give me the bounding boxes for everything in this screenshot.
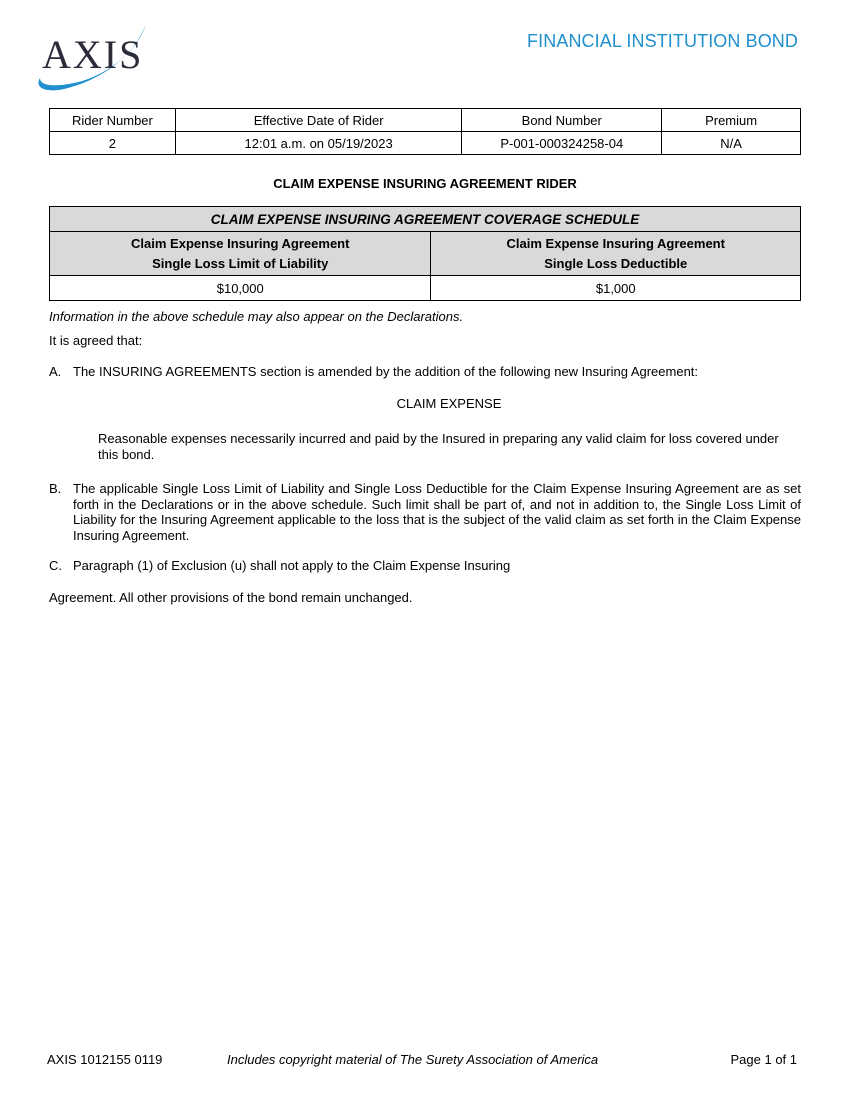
- premium-header: Premium: [662, 109, 801, 132]
- table-row: [50, 132, 801, 155]
- paragraph-a-label: A.: [49, 364, 62, 379]
- schedule-caption: CLAIM EXPENSE INSURING AGREEMENT COVERAGE SCHEDULE: [50, 207, 801, 232]
- logo-text: AXIS: [42, 32, 144, 77]
- document-title: FINANCIAL INSTITUTION BOND: [527, 31, 798, 51]
- rider-number-header: Rider Number: [50, 109, 176, 132]
- limit-header-line2: Single Loss Limit of Liability: [152, 255, 329, 271]
- paragraph-c-text: Paragraph (1) of Exclusion (u) shall not apply to the Claim Expense Insuring: [73, 558, 511, 573]
- paragraph-c: [49, 558, 801, 574]
- deductible-column-header: [431, 232, 801, 276]
- claim-expense-text: Reasonable expenses necessarily incurred and paid by the Insured in preparing any valid claim for loss covered under this bond.: [98, 431, 779, 462]
- closing-statement: Agreement. All other provisions of the bond remain unchanged.: [49, 590, 413, 605]
- agreed-statement: It is agreed that:: [49, 333, 143, 348]
- coverage-schedule-table: [49, 206, 801, 301]
- rider-title: CLAIM EXPENSE INSURING AGREEMENT RIDER: [273, 176, 577, 191]
- paragraph-b-text: The applicable Single Loss Limit of Liability and Single Loss Deductible for the Claim Expense Insuring Agreement are as set forth in the Declarations or in the above schedule. Such limit shall be part of, and not in addition to, the Single Loss Limit of Liability for the Insuring Agreement applicable to the loss that is the subject of the valid claim as set forth in the Claim Expense Insuring Agreement.: [73, 481, 801, 543]
- paragraph-a-text: The INSURING AGREEMENTS section is amended by the addition of the following new Insuring Agreement:: [73, 364, 699, 379]
- effective-date-header: Effective Date of Rider: [175, 109, 462, 132]
- schedule-note: Information in the above schedule may also appear on the Declarations.: [49, 309, 464, 324]
- premium-value: N/A: [662, 132, 801, 155]
- bond-number-header: Bond Number: [462, 109, 662, 132]
- deductible-header-line1: Claim Expense Insuring Agreement: [506, 235, 725, 251]
- deductible-value: $1,000: [431, 276, 801, 301]
- copyright-notice: Includes copyright material of The Surety Association of America: [227, 1052, 599, 1067]
- deductible-header-line2: Single Loss Deductible: [544, 255, 688, 271]
- limit-column-header: [50, 232, 431, 276]
- table-header-row: [50, 109, 801, 132]
- paragraph-b-label: B.: [49, 481, 62, 496]
- table-row: [50, 276, 801, 301]
- form-number: AXIS 1012155 0119: [47, 1052, 163, 1067]
- page-number: Page 1 of 1: [730, 1052, 797, 1067]
- paragraph-c-label: C.: [49, 558, 62, 573]
- rider-info-table: [49, 108, 801, 155]
- rider-number-value: 2: [50, 132, 176, 155]
- limit-value: $10,000: [50, 276, 431, 301]
- limit-header-line1: Claim Expense Insuring Agreement: [131, 235, 350, 251]
- effective-date-value: 12:01 a.m. on 05/19/2023: [175, 132, 462, 155]
- axis-logo: [28, 20, 150, 96]
- paragraph-a: [49, 364, 801, 380]
- claim-expense-heading: CLAIM EXPENSE: [396, 396, 502, 411]
- paragraph-b: [49, 481, 801, 543]
- bond-number-value: P-001-000324258-04: [462, 132, 662, 155]
